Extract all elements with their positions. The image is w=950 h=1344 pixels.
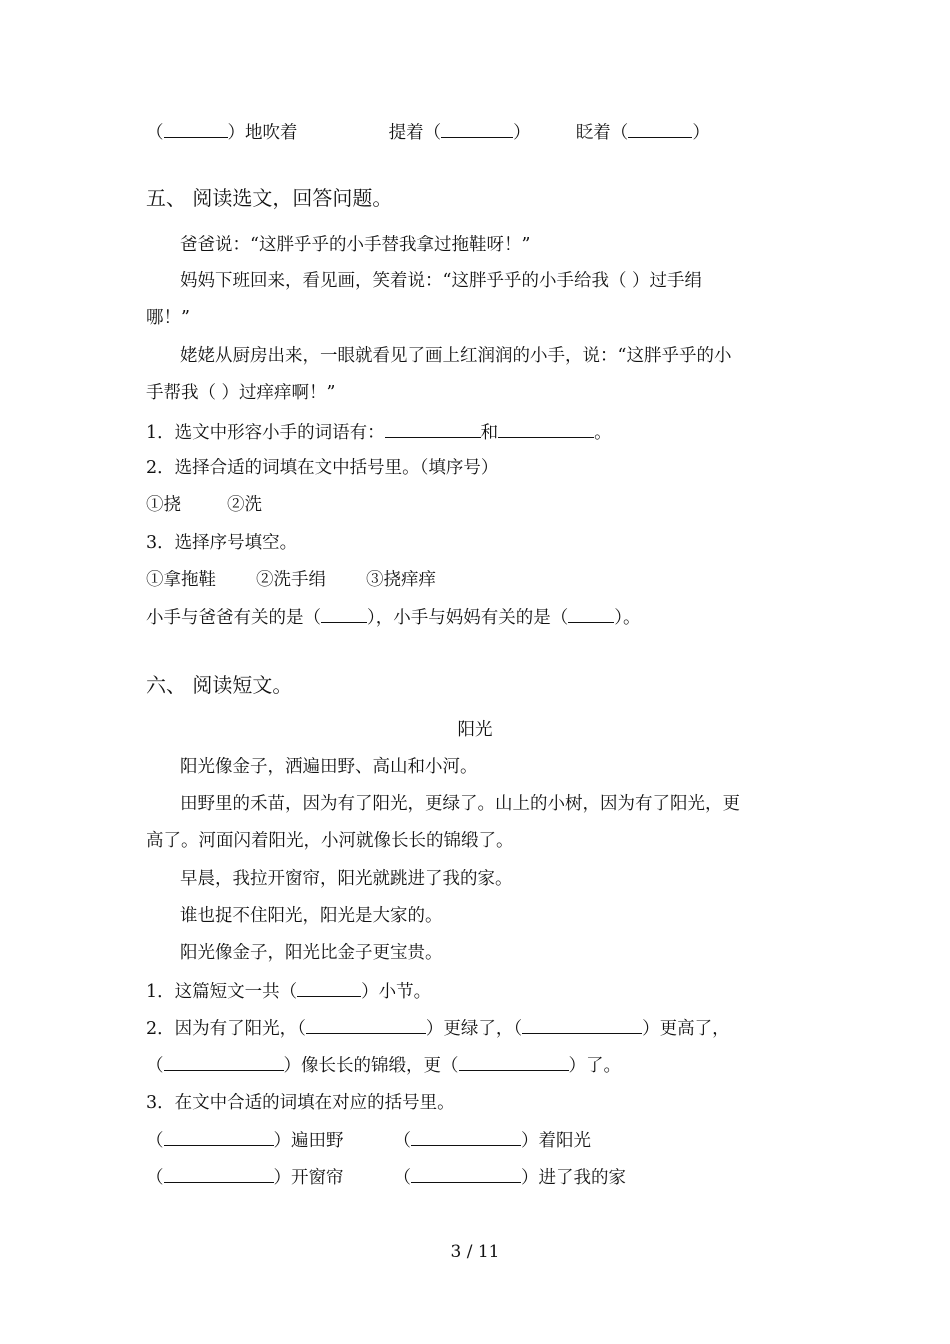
option: ①拿拖鞋 <box>146 570 216 590</box>
blank-line[interactable] <box>411 1128 521 1146</box>
question-2-cont <box>146 1053 810 1078</box>
question-2 <box>146 1016 810 1041</box>
option: ①挠 <box>146 495 181 515</box>
question-text: ）更高了， <box>642 1019 730 1039</box>
question-text: ）像长长的锦缎，更（ <box>283 1056 459 1076</box>
option: ②洗手绢 <box>256 570 326 590</box>
fill-label: ）进了我的家 <box>521 1168 626 1188</box>
top-fill-row <box>146 120 810 145</box>
fill-row <box>146 1128 810 1153</box>
question-3: 3．选择序号填空。 <box>146 533 298 553</box>
blank-line[interactable] <box>411 1165 521 1183</box>
blank-line[interactable] <box>321 605 367 623</box>
fill-row <box>146 1165 810 1190</box>
fill-label: ）开窗帘 <box>273 1168 344 1188</box>
question-text: ）更绿了，（ <box>425 1019 523 1039</box>
blank-line[interactable] <box>164 1128 274 1146</box>
paragraph: 妈妈下班回来，看见画，笑着说：“这胖乎乎的小手给我（ ）过手绢 <box>180 271 703 291</box>
bracket-open: （ <box>146 1168 164 1188</box>
fill-label: ）遍田野 <box>273 1131 344 1151</box>
paragraph: 姥姥从厨房出来，一眼就看见了画上红润润的小手，说：“这胖乎乎的小 <box>180 346 732 366</box>
question-text: ）小节。 <box>361 982 432 1002</box>
option: ③挠痒痒 <box>366 570 436 590</box>
option: ②洗 <box>227 495 262 515</box>
fill-label: ）着阳光 <box>521 1131 591 1151</box>
blank-line[interactable] <box>498 420 594 438</box>
blank-line[interactable] <box>628 120 692 138</box>
blank-line[interactable] <box>164 120 228 138</box>
paragraph: 高了。河面闪着阳光，小河就像长长的锦缎了。 <box>146 831 514 851</box>
question-text: 2．因为有了阳光，（ <box>146 1019 306 1039</box>
bracket-open: （ <box>146 1131 164 1151</box>
fill-label: 小手与爸爸有关的是（ <box>146 608 321 628</box>
paragraph: 阳光像金子，洒遍田野、高山和小河。 <box>180 757 478 777</box>
paragraph: 哪！” <box>146 308 190 328</box>
fill-label: ），小手与妈妈有关的是（ <box>367 608 569 628</box>
fill-row <box>146 605 810 630</box>
bracket-close: ） <box>692 123 710 143</box>
bracket-open: （ <box>393 1168 411 1188</box>
blank-line[interactable] <box>459 1053 569 1071</box>
page-number: 3 / 11 <box>450 1242 500 1262</box>
blank-line[interactable] <box>164 1165 274 1183</box>
question-3: 3．在文中合适的词填在对应的括号里。 <box>146 1093 455 1113</box>
section-heading: 六、 阅读短文。 <box>146 673 293 697</box>
blank-line[interactable] <box>522 1016 642 1034</box>
paragraph: 阳光像金子，阳光比金子更宝贵。 <box>180 943 443 963</box>
section-heading: 五、 阅读选文，回答问题。 <box>146 186 393 210</box>
bracket-close: ） <box>513 123 531 143</box>
fill-label: ）地吹着 <box>227 123 298 143</box>
bracket-open: （ <box>146 123 164 143</box>
question-1 <box>146 979 810 1004</box>
fill-label: 提着（ <box>388 123 442 143</box>
question-text: 1．选文中形容小手的词语有： <box>146 423 385 443</box>
fill-label: 眨着（ <box>575 123 629 143</box>
blank-line[interactable] <box>568 605 614 623</box>
option-row <box>146 493 810 517</box>
paragraph: 谁也捉不住阳光，阳光是大家的。 <box>180 906 443 926</box>
question-1 <box>146 420 810 445</box>
blank-line[interactable] <box>164 1053 284 1071</box>
question-text: ）了。 <box>568 1056 621 1076</box>
paragraph: 早晨，我拉开窗帘，阳光就跳进了我的家。 <box>180 869 513 889</box>
option-row <box>146 568 810 592</box>
blank-line[interactable] <box>441 120 513 138</box>
passage-title: 阳光 <box>457 720 493 740</box>
paragraph: 爸爸说：“这胖乎乎的小手替我拿过拖鞋呀！” <box>180 235 531 255</box>
bracket-open: （ <box>393 1131 411 1151</box>
blank-line[interactable] <box>306 1016 426 1034</box>
question-2: 2．选择合适的词填在文中括号里。（填序号） <box>146 458 499 478</box>
fill-label: ）。 <box>614 608 641 628</box>
question-text: 。 <box>594 423 612 443</box>
question-text: 1．这篇短文一共（ <box>146 982 298 1002</box>
blank-line[interactable] <box>297 979 361 997</box>
paragraph: 手帮我（ ）过痒痒啊！” <box>146 383 336 403</box>
question-text: 和 <box>480 423 499 443</box>
paragraph: 田野里的禾苗，因为有了阳光，更绿了。山上的小树，因为有了阳光，更 <box>180 794 740 814</box>
blank-line[interactable] <box>385 420 481 438</box>
question-text: （ <box>146 1056 164 1076</box>
